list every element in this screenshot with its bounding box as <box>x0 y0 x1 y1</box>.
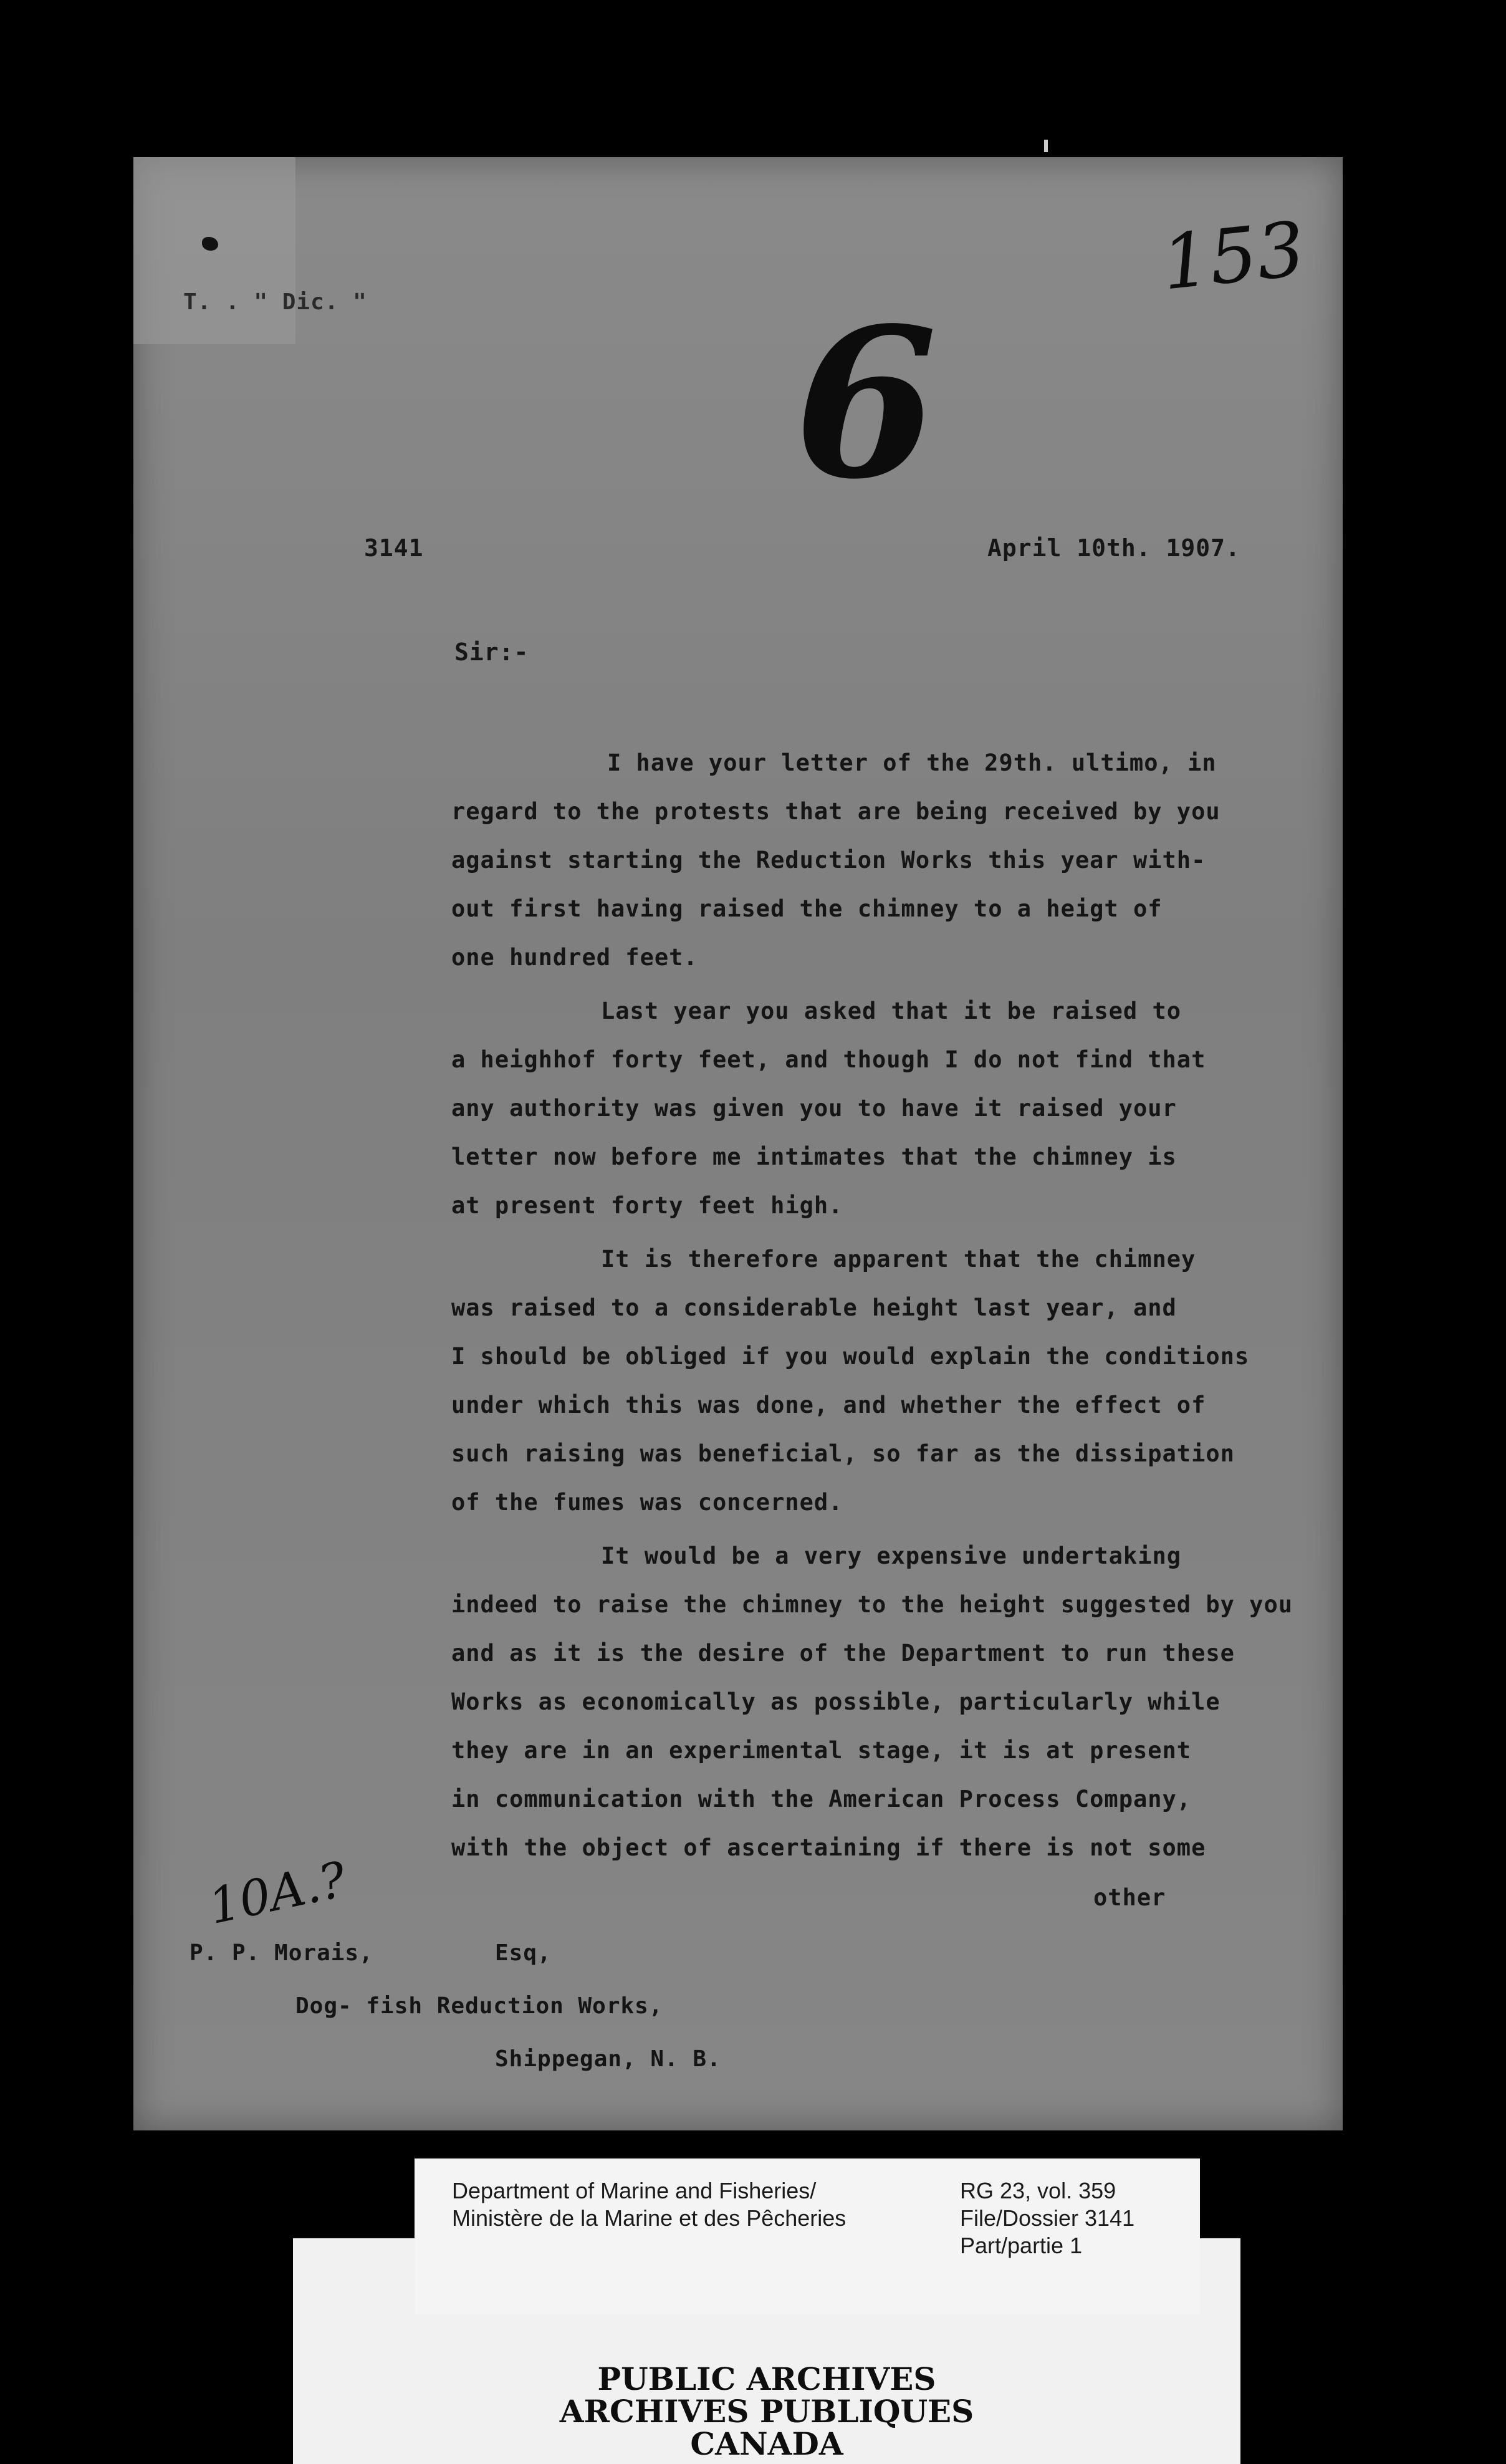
body-line: Last year you asked that it be raised to <box>601 998 1182 1024</box>
body-line: indeed to raise the chimney to the height suggested by you <box>451 1591 1293 1618</box>
addressee-suffix: Esq, <box>495 1940 552 1966</box>
addressee-name: P. P. Morais, <box>189 1940 373 1966</box>
film-mark <box>1044 140 1048 152</box>
body-line: out first having raised the chimney to a heigt of <box>451 895 1163 922</box>
reference-header: T. . " Dic. " <box>183 289 367 315</box>
body-line: against starting the Reduction Works this year with- <box>451 847 1206 873</box>
body-line: in communication with the American Process Company, <box>451 1786 1192 1812</box>
body-line: at present forty feet high. <box>451 1192 843 1219</box>
body-line: It would be a very expensive undertaking <box>601 1542 1182 1569</box>
archives-title <box>293 2363 1240 2460</box>
body-line: and as it is the desire of the Department to run these <box>451 1640 1235 1667</box>
salutation: Sir:- <box>454 638 529 666</box>
archives-line: CANADA <box>690 2425 843 2462</box>
body-line: one hundred feet. <box>451 944 698 971</box>
archives-line: ARCHIVES PUBLIQUES <box>559 2393 974 2430</box>
file-number: 3141 <box>364 534 424 562</box>
reference-line: RG 23, vol. 359 <box>960 2178 1116 2203</box>
body-line: such raising was beneficial, so far as the dissipation <box>451 1440 1235 1467</box>
department-line: Ministère de la Marine et des Pêcheries <box>452 2205 847 2231</box>
body-line: of the fumes was concerned. <box>451 1489 843 1516</box>
body-line: with the object of ascertaining if there is not some <box>451 1834 1206 1861</box>
record-label <box>415 2158 1200 2314</box>
letter-date: April 10th. 1907. <box>987 534 1240 562</box>
body-line: a heighhof forty feet, and though I do not find that <box>451 1046 1206 1073</box>
body-line: I have your letter of the 29th. ultimo, in <box>607 749 1217 776</box>
body-line: letter now before me intimates that the chimney is <box>451 1143 1177 1170</box>
body-line: other <box>1093 1884 1166 1911</box>
margin-annotation: 10A.? <box>204 1851 352 1936</box>
archives-line: PUBLIC ARCHIVES <box>597 2361 936 2397</box>
faded-corner <box>133 157 295 344</box>
addressee-organization: Dog- fish Reduction Works, <box>295 1993 663 2019</box>
handwritten-mark: 6 <box>794 282 938 524</box>
reference-line: Part/partie 1 <box>960 2233 1083 2258</box>
body-line: I should be obliged if you would explain the conditions <box>451 1343 1250 1370</box>
department-line: Department of Marine and Fisheries/ <box>452 2178 817 2203</box>
body-line: was raised to a considerable height last year, and <box>451 1294 1177 1321</box>
addressee-place: Shippegan, N. B. <box>495 2046 721 2072</box>
body-line: under which this was done, and whether the effect of <box>451 1392 1206 1418</box>
reference-line: File/Dossier 3141 <box>960 2205 1135 2231</box>
record-reference <box>960 2177 1134 2259</box>
body-line: It is therefore apparent that the chimney <box>601 1246 1196 1273</box>
body-line: they are in an experimental stage, it is at present <box>451 1737 1192 1764</box>
department-text <box>452 2177 846 2232</box>
body-line: regard to the protests that are being received by you <box>451 798 1221 825</box>
letter-page <box>133 157 1343 2130</box>
body-line: any authority was given you to have it raised your <box>451 1095 1177 1122</box>
body-line: Works as economically as possible, particularly while <box>451 1688 1221 1715</box>
ink-blot <box>202 237 218 251</box>
folio-number: 153 <box>1158 206 1309 307</box>
